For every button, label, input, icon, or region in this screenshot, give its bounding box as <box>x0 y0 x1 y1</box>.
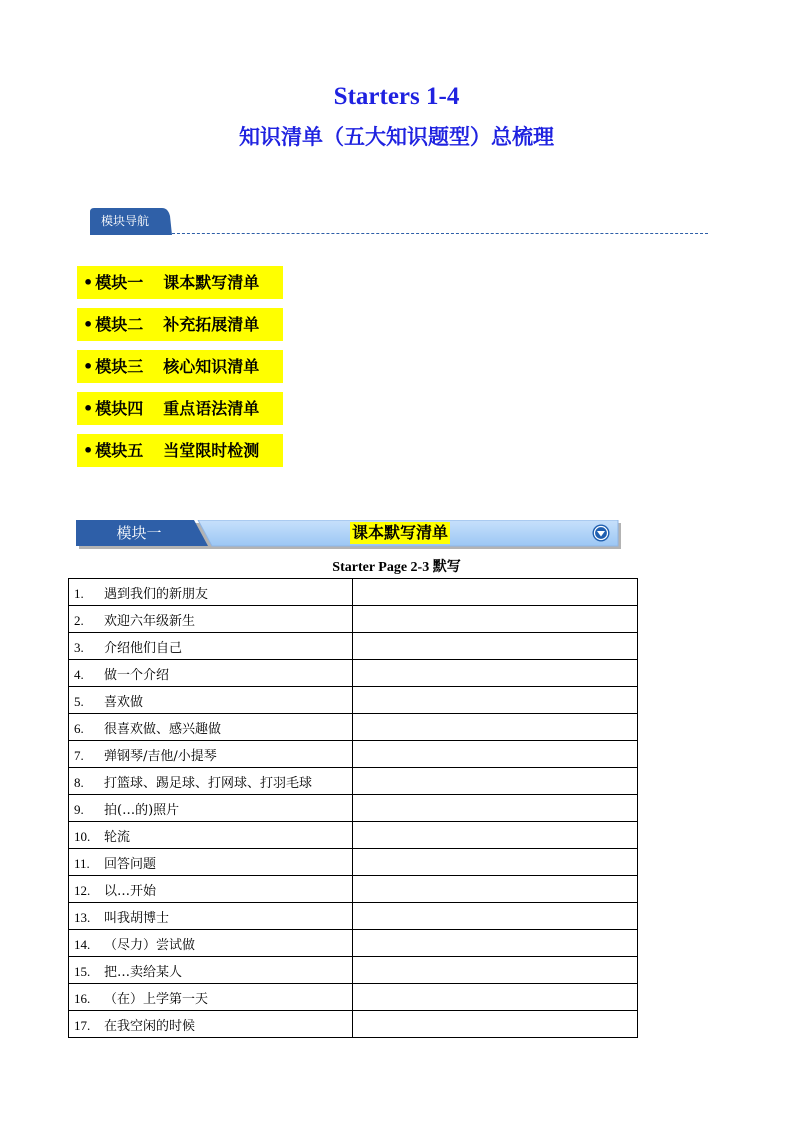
module-name: 补充拓展清单 <box>163 315 260 334</box>
answer-cell[interactable] <box>353 822 638 849</box>
prompt-cell <box>69 822 353 849</box>
page-title: Starters 1-4 <box>333 83 460 110</box>
table-row <box>69 633 638 660</box>
table-row <box>69 903 638 930</box>
bullet: • <box>83 441 94 460</box>
table-row <box>69 714 638 741</box>
module-nav-label: 模块导航 <box>100 214 149 228</box>
answer-cell[interactable] <box>353 849 638 876</box>
row-prompt: （尽力）尝试做 <box>104 937 196 953</box>
row-prompt: 弹钢琴/吉他/小提琴 <box>104 748 217 764</box>
prompt-cell <box>69 660 353 687</box>
module-list <box>77 266 283 476</box>
row-prompt: 把…卖给某人 <box>104 964 183 980</box>
answer-cell[interactable] <box>353 1011 638 1038</box>
prompt-cell <box>69 741 353 768</box>
module-nav-tab <box>90 208 170 234</box>
prompt-cell <box>69 687 353 714</box>
table-row <box>69 930 638 957</box>
prompt-cell <box>69 714 353 741</box>
row-number: 5. <box>74 693 84 709</box>
row-number: 9. <box>74 801 84 817</box>
prompt-cell <box>69 633 353 660</box>
module-name: 重点语法清单 <box>163 399 260 418</box>
row-prompt: 轮流 <box>104 829 131 845</box>
answer-cell[interactable] <box>353 687 638 714</box>
prompt-cell <box>69 984 353 1011</box>
module-item[interactable] <box>77 350 283 383</box>
row-prompt: 欢迎六年级新生 <box>104 613 196 629</box>
row-number: 4. <box>74 666 84 682</box>
row-number: 2. <box>74 612 84 628</box>
answer-cell[interactable] <box>353 984 638 1011</box>
banner-title: 课本默写清单 <box>352 523 449 542</box>
answer-cell[interactable] <box>353 795 638 822</box>
module-item[interactable] <box>77 308 283 341</box>
prompt-cell <box>69 795 353 822</box>
row-prompt: 以…开始 <box>104 883 157 899</box>
divider <box>172 233 708 234</box>
module-name: 当堂限时检测 <box>163 441 260 460</box>
dictation-table <box>68 578 638 1038</box>
prompt-cell <box>69 876 353 903</box>
row-prompt: 拍(…的)照片 <box>104 802 180 818</box>
row-prompt: 叫我胡博士 <box>104 910 170 926</box>
prompt-cell <box>69 1011 353 1038</box>
row-number: 15. <box>74 963 91 979</box>
bullet: • <box>83 273 94 292</box>
prompt-cell <box>69 849 353 876</box>
row-prompt: 喜欢做 <box>104 694 144 710</box>
table-row <box>69 957 638 984</box>
table-row <box>69 849 638 876</box>
answer-cell[interactable] <box>353 876 638 903</box>
table-row <box>69 876 638 903</box>
table-row <box>69 795 638 822</box>
answer-cell[interactable] <box>353 930 638 957</box>
answer-cell[interactable] <box>353 957 638 984</box>
table-row <box>69 660 638 687</box>
row-number: 12. <box>74 882 91 898</box>
prompt-cell <box>69 579 353 606</box>
module-key: 模块五 <box>95 441 144 460</box>
table-row <box>69 579 638 606</box>
row-prompt: 回答问题 <box>104 856 157 872</box>
table-row <box>69 606 638 633</box>
row-prompt: 很喜欢做、感兴趣做 <box>104 721 222 737</box>
answer-cell[interactable] <box>353 714 638 741</box>
module-key: 模块一 <box>95 273 144 292</box>
module-item[interactable] <box>77 392 283 425</box>
row-number: 16. <box>74 990 91 1006</box>
prompt-cell <box>69 957 353 984</box>
answer-cell[interactable] <box>353 903 638 930</box>
row-prompt: （在）上学第一天 <box>104 991 209 1007</box>
row-prompt: 遇到我们的新朋友 <box>104 586 209 602</box>
prompt-cell <box>69 606 353 633</box>
row-number: 1. <box>74 585 84 601</box>
row-prompt: 做一个介绍 <box>104 667 170 683</box>
section-banner <box>76 520 618 547</box>
bullet: • <box>83 399 94 418</box>
row-prompt: 在我空闲的时候 <box>104 1018 196 1034</box>
prompt-cell <box>69 930 353 957</box>
prompt-cell <box>69 768 353 795</box>
row-number: 10. <box>74 828 91 844</box>
table-row <box>69 1011 638 1038</box>
prompt-cell <box>69 903 353 930</box>
banner-module-label: 模块一 <box>116 524 162 542</box>
row-prompt: 打篮球、踢足球、打网球、打羽毛球 <box>104 775 313 791</box>
answer-cell[interactable] <box>353 768 638 795</box>
row-number: 6. <box>74 720 84 736</box>
row-number: 11. <box>74 855 90 871</box>
page-subtitle: 知识清单（五大知识题型）总梳理 <box>239 125 554 149</box>
answer-cell[interactable] <box>353 633 638 660</box>
module-name: 核心知识清单 <box>163 357 260 376</box>
table-row <box>69 984 638 1011</box>
module-key: 模块二 <box>95 315 144 334</box>
row-number: 7. <box>74 747 84 763</box>
answer-cell[interactable] <box>353 660 638 687</box>
row-number: 17. <box>74 1017 91 1033</box>
table-title: Starter Page 2-3 默写 <box>332 560 461 575</box>
row-number: 13. <box>74 909 91 925</box>
table-row <box>69 768 638 795</box>
module-name: 课本默写清单 <box>163 273 260 292</box>
row-number: 8. <box>74 774 84 790</box>
row-number: 3. <box>74 639 84 655</box>
chevron-down-circle-icon <box>592 524 610 542</box>
table-row <box>69 741 638 768</box>
row-number: 14. <box>74 936 91 952</box>
answer-cell[interactable] <box>353 606 638 633</box>
row-prompt: 介绍他们自己 <box>104 640 183 656</box>
module-item[interactable] <box>77 434 283 467</box>
module-item[interactable] <box>77 266 283 299</box>
module-key: 模块三 <box>95 357 144 376</box>
table-row <box>69 687 638 714</box>
table-row <box>69 822 638 849</box>
bullet: • <box>83 357 94 376</box>
module-key: 模块四 <box>95 399 144 418</box>
answer-cell[interactable] <box>353 741 638 768</box>
bullet: • <box>83 315 94 334</box>
answer-cell[interactable] <box>353 579 638 606</box>
